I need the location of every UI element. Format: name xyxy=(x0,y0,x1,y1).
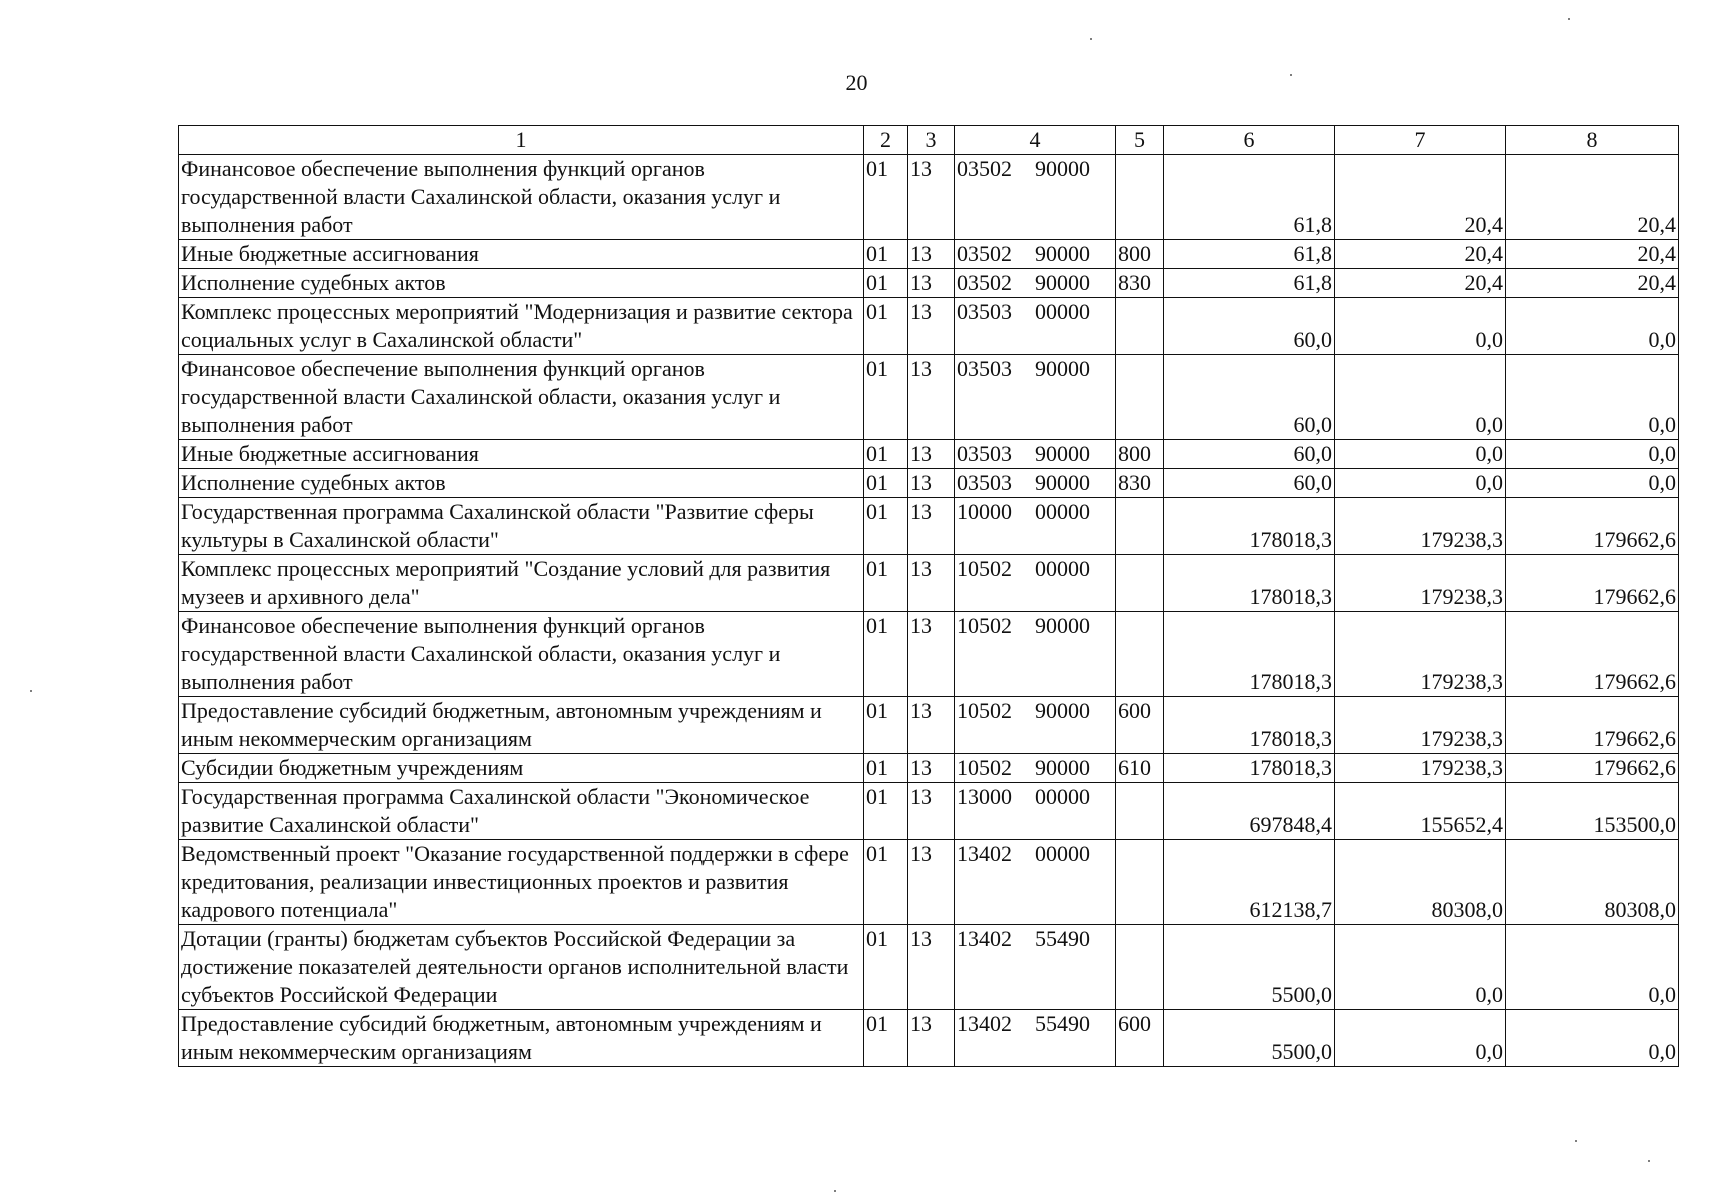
subsection-code-cell: 13 xyxy=(908,298,955,355)
expense-type-cell xyxy=(1116,612,1164,697)
amount-col6-cell: 60,0 xyxy=(1164,469,1335,498)
target-article-part1: 03503 xyxy=(957,441,1012,466)
subsection-code-cell: 13 xyxy=(908,498,955,555)
subsection-code-cell: 13 xyxy=(908,469,955,498)
target-article-part2: 90000 xyxy=(1035,156,1090,181)
table-row xyxy=(179,783,1679,840)
target-article-part2: 55490 xyxy=(1035,1011,1090,1036)
row-name-cell: Иные бюджетные ассигнования xyxy=(179,440,864,469)
expense-type-cell xyxy=(1116,555,1164,612)
target-article-part2: 00000 xyxy=(1035,299,1090,324)
target-article-cell xyxy=(955,697,1116,754)
target-article-part1: 03502 xyxy=(957,270,1012,295)
amount-col7-cell: 179238,3 xyxy=(1335,612,1506,697)
target-article-cell xyxy=(955,240,1116,269)
table-header xyxy=(179,126,1679,155)
expense-type-cell xyxy=(1116,498,1164,555)
target-article-cell xyxy=(955,612,1116,697)
table-row xyxy=(179,240,1679,269)
target-article-part2: 00000 xyxy=(1035,556,1090,581)
table-row xyxy=(179,469,1679,498)
target-article-part1: 03503 xyxy=(957,356,1012,381)
table-row xyxy=(179,155,1679,240)
amount-col8-cell: 0,0 xyxy=(1506,469,1679,498)
section-code-cell: 01 xyxy=(864,1010,908,1067)
row-name-cell: Комплекс процессных мероприятий "Создание условий для развития музеев и архивного дела" xyxy=(179,555,864,612)
table-row xyxy=(179,754,1679,783)
target-article-cell xyxy=(955,440,1116,469)
target-article-cell xyxy=(955,269,1116,298)
table-row xyxy=(179,697,1679,754)
amount-col7-cell: 80308,0 xyxy=(1335,840,1506,925)
target-article-part2: 90000 xyxy=(1035,613,1090,638)
scan-speck xyxy=(1568,18,1570,20)
table-row xyxy=(179,555,1679,612)
amount-col8-cell: 80308,0 xyxy=(1506,840,1679,925)
expense-type-cell: 830 xyxy=(1116,469,1164,498)
row-name-cell: Финансовое обеспечение выполнения функций органов государственной власти Сахалинской области, оказания услуг и выполнения работ xyxy=(179,612,864,697)
section-code-cell: 01 xyxy=(864,240,908,269)
section-code-cell: 01 xyxy=(864,783,908,840)
table-row xyxy=(179,498,1679,555)
amount-col8-cell: 179662,6 xyxy=(1506,697,1679,754)
target-article-part2: 90000 xyxy=(1035,270,1090,295)
header-row xyxy=(179,126,1679,155)
subsection-code-cell: 13 xyxy=(908,155,955,240)
target-article-cell xyxy=(955,355,1116,440)
subsection-code-cell: 13 xyxy=(908,269,955,298)
amount-col8-cell: 20,4 xyxy=(1506,240,1679,269)
section-code-cell: 01 xyxy=(864,754,908,783)
amount-col8-cell: 0,0 xyxy=(1506,925,1679,1010)
header-col-7: 7 xyxy=(1335,126,1506,155)
target-article-part1: 10502 xyxy=(957,698,1012,723)
amount-col7-cell: 0,0 xyxy=(1335,440,1506,469)
table-row xyxy=(179,840,1679,925)
target-article-cell xyxy=(955,840,1116,925)
row-name-cell: Государственная программа Сахалинской области "Развитие сферы культуры в Сахалинской области" xyxy=(179,498,864,555)
expense-type-cell: 610 xyxy=(1116,754,1164,783)
target-article-cell xyxy=(955,155,1116,240)
amount-col7-cell: 0,0 xyxy=(1335,298,1506,355)
amount-col7-cell: 155652,4 xyxy=(1335,783,1506,840)
amount-col6-cell: 5500,0 xyxy=(1164,925,1335,1010)
section-code-cell: 01 xyxy=(864,269,908,298)
header-col-2: 2 xyxy=(864,126,908,155)
subsection-code-cell: 13 xyxy=(908,355,955,440)
amount-col6-cell: 61,8 xyxy=(1164,240,1335,269)
subsection-code-cell: 13 xyxy=(908,783,955,840)
amount-col7-cell: 0,0 xyxy=(1335,1010,1506,1067)
subsection-code-cell: 13 xyxy=(908,555,955,612)
amount-col8-cell: 0,0 xyxy=(1506,298,1679,355)
amount-col6-cell: 178018,3 xyxy=(1164,697,1335,754)
amount-col6-cell: 60,0 xyxy=(1164,298,1335,355)
row-name-cell: Исполнение судебных актов xyxy=(179,469,864,498)
header-col-4: 4 xyxy=(955,126,1116,155)
target-article-part1: 10000 xyxy=(957,499,1012,524)
target-article-part2: 00000 xyxy=(1035,499,1090,524)
target-article-part1: 13000 xyxy=(957,784,1012,809)
target-article-part2: 90000 xyxy=(1035,698,1090,723)
amount-col7-cell: 179238,3 xyxy=(1335,555,1506,612)
target-article-part2: 90000 xyxy=(1035,241,1090,266)
row-name-cell: Финансовое обеспечение выполнения функций органов государственной власти Сахалинской области, оказания услуг и выполнения работ xyxy=(179,355,864,440)
row-name-cell: Субсидии бюджетным учреждениям xyxy=(179,754,864,783)
amount-col6-cell: 60,0 xyxy=(1164,355,1335,440)
section-code-cell: 01 xyxy=(864,697,908,754)
expense-type-cell xyxy=(1116,155,1164,240)
amount-col8-cell: 20,4 xyxy=(1506,269,1679,298)
section-code-cell: 01 xyxy=(864,925,908,1010)
table-row xyxy=(179,440,1679,469)
row-name-cell: Исполнение судебных актов xyxy=(179,269,864,298)
header-col-3: 3 xyxy=(908,126,955,155)
target-article-part1: 10502 xyxy=(957,556,1012,581)
amount-col8-cell: 179662,6 xyxy=(1506,612,1679,697)
expense-type-cell: 600 xyxy=(1116,1010,1164,1067)
target-article-cell xyxy=(955,754,1116,783)
scan-speck xyxy=(1575,1140,1577,1142)
amount-col7-cell: 20,4 xyxy=(1335,240,1506,269)
section-code-cell: 01 xyxy=(864,612,908,697)
target-article-part2: 90000 xyxy=(1035,441,1090,466)
expense-type-cell: 800 xyxy=(1116,440,1164,469)
scan-speck xyxy=(1290,74,1292,76)
amount-col6-cell: 61,8 xyxy=(1164,155,1335,240)
target-article-part1: 03503 xyxy=(957,470,1012,495)
row-name-cell: Финансовое обеспечение выполнения функций органов государственной власти Сахалинской области, оказания услуг и выполнения работ xyxy=(179,155,864,240)
target-article-part1: 10502 xyxy=(957,755,1012,780)
header-col-1: 1 xyxy=(179,126,864,155)
amount-col6-cell: 178018,3 xyxy=(1164,498,1335,555)
row-name-cell: Дотации (гранты) бюджетам субъектов Российской Федерации за достижение показателей деятельности органов исполнительной власти субъектов Российской Федерации xyxy=(179,925,864,1010)
amount-col7-cell: 179238,3 xyxy=(1335,754,1506,783)
subsection-code-cell: 13 xyxy=(908,440,955,469)
target-article-cell xyxy=(955,1010,1116,1067)
amount-col6-cell: 697848,4 xyxy=(1164,783,1335,840)
subsection-code-cell: 13 xyxy=(908,754,955,783)
subsection-code-cell: 13 xyxy=(908,1010,955,1067)
amount-col7-cell: 0,0 xyxy=(1335,355,1506,440)
section-code-cell: 01 xyxy=(864,555,908,612)
target-article-part2: 00000 xyxy=(1035,784,1090,809)
target-article-cell xyxy=(955,469,1116,498)
target-article-part1: 03502 xyxy=(957,241,1012,266)
table-row xyxy=(179,269,1679,298)
section-code-cell: 01 xyxy=(864,840,908,925)
section-code-cell: 01 xyxy=(864,498,908,555)
amount-col7-cell: 179238,3 xyxy=(1335,498,1506,555)
amount-col6-cell: 61,8 xyxy=(1164,269,1335,298)
scan-speck xyxy=(30,690,32,692)
row-name-cell: Предоставление субсидий бюджетным, автономным учреждениям и иным некоммерческим организациям xyxy=(179,697,864,754)
target-article-cell xyxy=(955,925,1116,1010)
table-row xyxy=(179,355,1679,440)
row-name-cell: Ведомственный проект "Оказание государственной поддержки в сфере кредитования, реализации инвестиционных проектов и развития кадрового потенциала" xyxy=(179,840,864,925)
target-article-part2: 00000 xyxy=(1035,841,1090,866)
amount-col8-cell: 179662,6 xyxy=(1506,555,1679,612)
subsection-code-cell: 13 xyxy=(908,697,955,754)
target-article-cell xyxy=(955,783,1116,840)
amount-col6-cell: 178018,3 xyxy=(1164,754,1335,783)
header-col-5: 5 xyxy=(1116,126,1164,155)
expense-type-cell: 800 xyxy=(1116,240,1164,269)
amount-col8-cell: 20,4 xyxy=(1506,155,1679,240)
amount-col7-cell: 0,0 xyxy=(1335,925,1506,1010)
amount-col6-cell: 178018,3 xyxy=(1164,555,1335,612)
amount-col7-cell: 179238,3 xyxy=(1335,697,1506,754)
table-row xyxy=(179,1010,1679,1067)
header-col-6: 6 xyxy=(1164,126,1335,155)
target-article-part2: 90000 xyxy=(1035,470,1090,495)
target-article-part2: 90000 xyxy=(1035,356,1090,381)
subsection-code-cell: 13 xyxy=(908,612,955,697)
table-row xyxy=(179,298,1679,355)
page-number: 20 xyxy=(845,70,868,95)
target-article-part1: 13402 xyxy=(957,1011,1012,1036)
row-name-cell: Предоставление субсидий бюджетным, автономным учреждениям и иным некоммерческим организациям xyxy=(179,1010,864,1067)
scan-speck xyxy=(1090,38,1092,40)
row-name-cell: Государственная программа Сахалинской области "Экономическое развитие Сахалинской области" xyxy=(179,783,864,840)
expense-type-cell xyxy=(1116,355,1164,440)
target-article-part1: 03503 xyxy=(957,299,1012,324)
expense-type-cell xyxy=(1116,840,1164,925)
section-code-cell: 01 xyxy=(864,469,908,498)
amount-col7-cell: 0,0 xyxy=(1335,469,1506,498)
amount-col7-cell: 20,4 xyxy=(1335,269,1506,298)
subsection-code-cell: 13 xyxy=(908,840,955,925)
section-code-cell: 01 xyxy=(864,440,908,469)
subsection-code-cell: 13 xyxy=(908,925,955,1010)
section-code-cell: 01 xyxy=(864,155,908,240)
target-article-cell xyxy=(955,298,1116,355)
table-body xyxy=(179,155,1679,1067)
amount-col8-cell: 179662,6 xyxy=(1506,754,1679,783)
amount-col6-cell: 60,0 xyxy=(1164,440,1335,469)
amount-col8-cell: 0,0 xyxy=(1506,1010,1679,1067)
target-article-part1: 03502 xyxy=(957,156,1012,181)
target-article-part1: 13402 xyxy=(957,926,1012,951)
target-article-part2: 90000 xyxy=(1035,755,1090,780)
row-name-cell: Иные бюджетные ассигнования xyxy=(179,240,864,269)
scan-speck xyxy=(1648,1160,1650,1162)
table-row xyxy=(179,612,1679,697)
target-article-part1: 13402 xyxy=(957,841,1012,866)
amount-col8-cell: 179662,6 xyxy=(1506,498,1679,555)
target-article-part2: 55490 xyxy=(1035,926,1090,951)
header-col-8: 8 xyxy=(1506,126,1679,155)
table-row xyxy=(179,925,1679,1010)
target-article-part1: 10502 xyxy=(957,613,1012,638)
amount-col8-cell: 153500,0 xyxy=(1506,783,1679,840)
row-name-cell: Комплекс процессных мероприятий "Модернизация и развитие сектора социальных услуг в Сахалинской области" xyxy=(179,298,864,355)
expense-type-cell xyxy=(1116,925,1164,1010)
amount-col7-cell: 20,4 xyxy=(1335,155,1506,240)
amount-col6-cell: 178018,3 xyxy=(1164,612,1335,697)
section-code-cell: 01 xyxy=(864,355,908,440)
scan-speck xyxy=(834,1190,836,1192)
expense-type-cell xyxy=(1116,298,1164,355)
expense-type-cell xyxy=(1116,783,1164,840)
amount-col8-cell: 0,0 xyxy=(1506,355,1679,440)
target-article-cell xyxy=(955,555,1116,612)
expense-type-cell: 830 xyxy=(1116,269,1164,298)
expense-type-cell: 600 xyxy=(1116,697,1164,754)
subsection-code-cell: 13 xyxy=(908,240,955,269)
section-code-cell: 01 xyxy=(864,298,908,355)
amount-col8-cell: 0,0 xyxy=(1506,440,1679,469)
amount-col6-cell: 5500,0 xyxy=(1164,1010,1335,1067)
budget-table xyxy=(178,125,1679,1067)
amount-col6-cell: 612138,7 xyxy=(1164,840,1335,925)
target-article-cell xyxy=(955,498,1116,555)
